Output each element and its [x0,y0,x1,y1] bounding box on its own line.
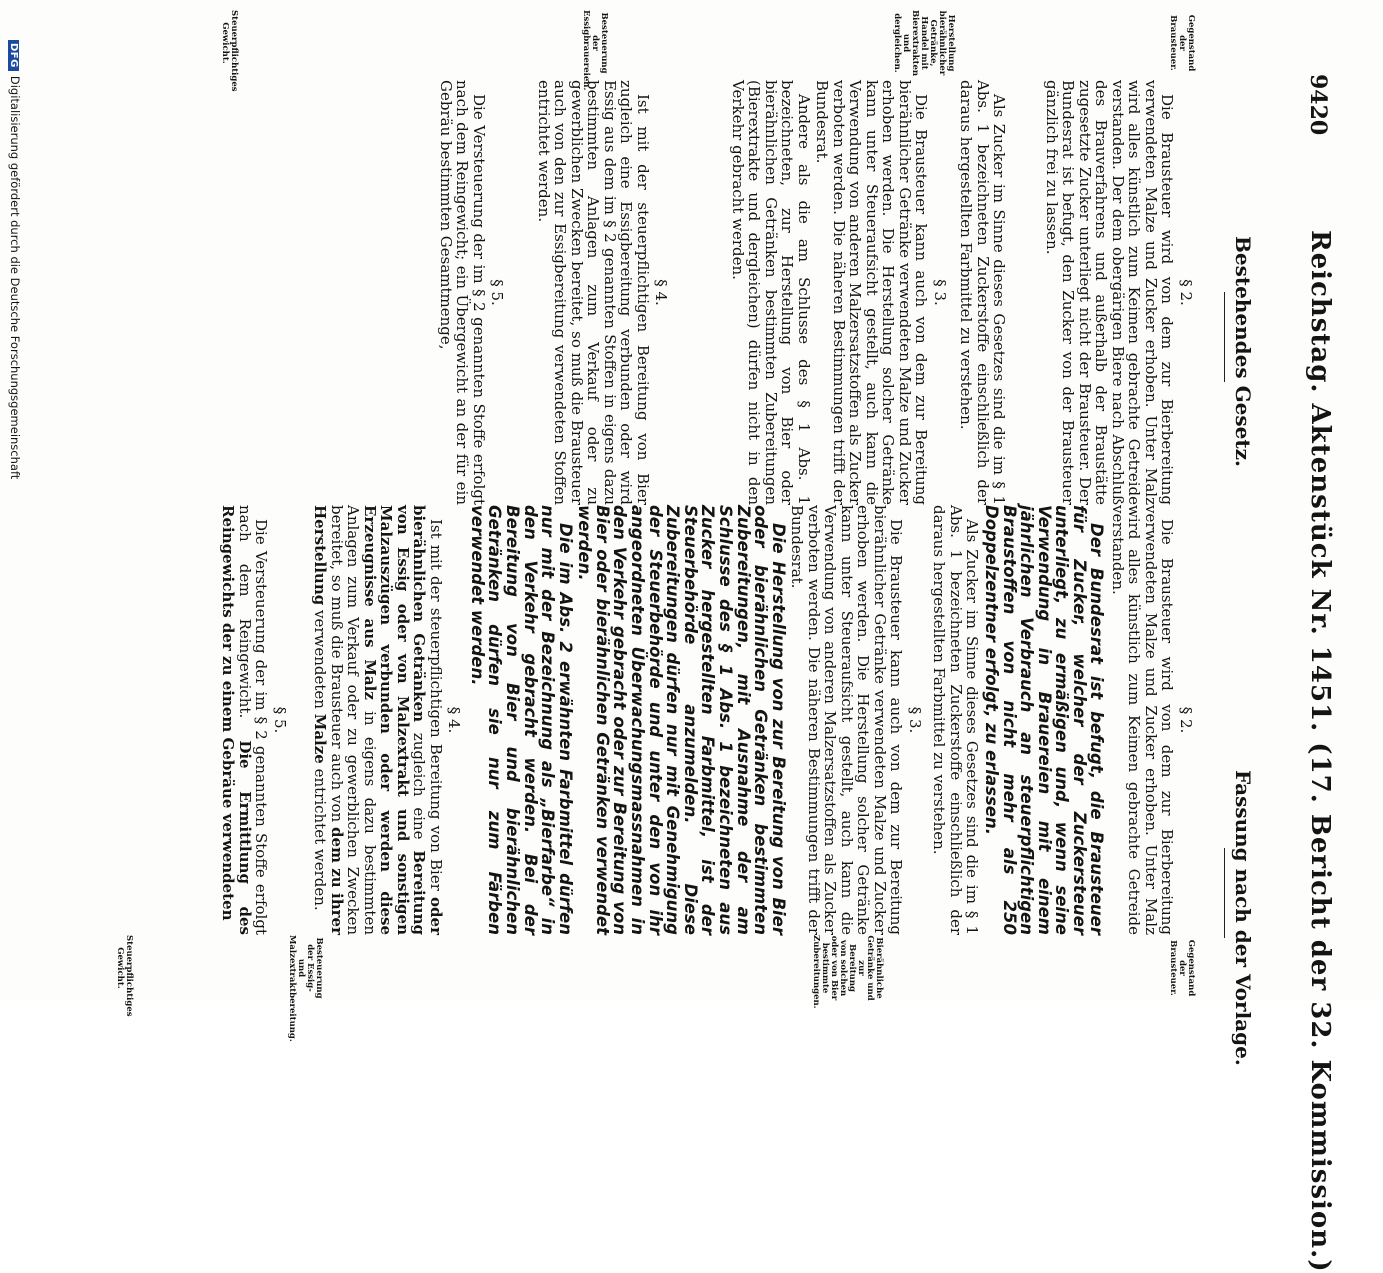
page-title: Reichstag. Aktenstück Nr. 1451. (17. Bericht der 32. Kommission.) [1305,230,1335,1273]
right-sec5-label: § 5. [270,706,289,734]
right-column [218,505,1198,935]
right-sec4-c: zugleich eine [410,721,429,851]
left-sec2-label: § 2. [1177,279,1195,306]
left-column-heading: Bestehendes Gesetz. [1231,236,1255,467]
right-sec4-a: Ist mit der steuerpflichtigen Bereitung von Bier [426,519,445,898]
heading-rule-right [1224,848,1225,938]
right-margin-sec3: Bierähnliche Getränke und zur Bereitung von solchen oder von Bier bestimmte Zubereitungen. [811,935,884,1009]
right-sec5-a: Die Versteuerung der im § 2 genannten Stoffe erfolgt nach dem Reingewicht. [235,505,271,935]
left-sec3-p2: Andere als die am Schlusse des § 1 Abs. 1 bezeichneten, zur Herstellung von Bier oder bierähnlichen Getränken bestimmten Zubereitungen (Bierextrakte und dergleichen) dürfen nicht in den Verkehr gebracht werden. [729,80,813,505]
left-sec4-label: § 4. [652,279,671,306]
left-sec5-label: § 5. [488,279,507,306]
right-sec3-p2: Die Herstellung von zur Bereitung von Bier oder bierähnlichen Getränken bestimmten Zubereitungen, mit Ausnahme der am Schlusse des § 1 Abs. 1 bezeichneten aus Zucker hergestellten Farbmittel, ist der Steuerbehörde anzumelden. Diese Zubereitungen dürfen nur mit Genehmigung der Steuerbehörde und unter den von ihr angeordneten Überwachungsmassnahmen in den Verkehr gebracht oder zur Bereitung von Bier oder bierähnlichen Getränken verwendet werden. [575,505,788,935]
left-sec4-text: Ist mit der steuerpflichtigen Bereitung von Bier zugleich eine Essigbereitung verbunden oder wird Essig aus dem im § 2 genannten Stoffen in eigens dazu bestimmten Anlagen zum Verkauf oder zu gewerblichen Zwecken bereitet, so muß die Brausteuer auch von den zur Essigbereitung verwendeten Stoffen entrichtet werden. [535,80,652,505]
right-sec5-text [220,505,270,935]
right-margin-sec2: Gegenstand der Brausteuer. [1168,939,1196,997]
right-sec4-f: dem zu ihrer Herstellung [311,505,346,935]
right-sec2-bold: Der Bundesrat ist befugt, die Brausteuer für Zucker, welcher der Zuckersteuer unterliegt, zu ermäßigen und, wenn seine Verwendung in Brauereien mit einem jährlichen Verbrauch an steuerpflichtigen Braustoffen von nicht mehr als 250 Doppelzentner erfolgt, zu erlassen. [981,505,1107,935]
right-sec2-extra: Als Zucker im Sinne dieses Gesetzes sind die im § 1 Abs. 1 bezeichneten Zuckerstoffe einschließlich der daraus hergestellten Farbmittel zu verstehen. [930,505,982,935]
right-sec3-p1: Die Brausteuer kann auch von dem zur Bereitung bierähnlicher Getränke verwendeten Malze und Zucker erhoben werden. Die Herstellung solcher Getränke kann unter Steueraufsicht gestellt, auch kann die Verwendung von anderen Malzersatzstoffen als Zucker verboten werden. Die näheren Bestimmungen trifft der Bundesrat. [788,505,906,935]
dfg-logo: DFG [8,40,19,71]
right-sec4-e: in eigens dazu bestimmten Anlagen zum Verkauf oder zu gewerblichen Zwecken bereitet, so muß die Brausteuer auch von [327,505,379,935]
right-sec3-bold-block [468,505,787,935]
right-sec3-label: § 3. [905,706,924,734]
left-sec5-text: Die Versteuerung der im § 2 genannten Stoffe erfolgt nach dem Reingewicht; ein Übergewicht an der für ein Gebräu bestimmten Gesamtmenge, [437,80,488,505]
right-sec4-b: oder bierähnlichen Getränken [410,505,445,935]
left-margin-sec2: Gegenstand der Brausteuer. [1168,14,1196,72]
left-margin-sec3: Herstellung bierähnlicher Getränke, Handel mit Bierextrakten und dergleichen. [892,10,956,77]
right-sec2-text: Die Brausteuer wird von dem zur Bierbereitung verwendeten Malze und Zucker erhoben. Unter Malz wird alles künstlich zum Keimen gebrachte Getreide verstanden. [1109,505,1177,935]
page-number: 9420 [1305,74,1331,136]
right-sec4-h: Malze [311,713,330,764]
right-margin-sec5: Steuerpflichtiges Gewicht. [115,935,134,1017]
left-column [436,80,1199,505]
right-margin-sec4: Besteuerung der Essig- und Malzextraktbereitung. [287,935,324,1042]
right-sec4-d: Bereitung von Essig oder von Malzextrakt und sonstigen Malzauszügen verbunden oder werden diese Erzeugnisse aus Malz [360,505,429,935]
right-sec2-bold-block [982,505,1105,935]
left-sec3-p1: Die Brausteuer kann auch von dem zur Bereitung bierähnlicher Getränke verwendeten Malze und Zucker erhoben werden. Die Herstellung solcher Getränke kann unter Steueraufsicht gestellt, auch kann die Verwendung von anderen Malzersatzstoffen als Zucker verboten werden. Die näheren Bestimmungen trifft der Bundesrat. [813,80,931,505]
left-sec2-text: Die Brausteuer wird von dem zur Bierbereitung verwendeten Malze und Zucker erhoben. Unter Malz wird alles künstlich zum Keimen gebrachte Getreide verstanden. Der dem obergärigen Biere nach Abschluß des Brauverfahrens und außerhalb der Braustätte zugesetzte Zucker unterliegt nicht der Brausteuer. Der Bundesrat ist befugt, den Zucker von der Brausteuer gänzlich frei zu lassen. [1043,80,1177,505]
right-sec4-label: § 4. [445,706,464,734]
footer-credit [8,40,22,479]
heading-rule-left [1224,292,1225,382]
left-margin-sec4: Besteuerung der Essigbrauereien. [581,10,609,91]
right-sec2-label: § 2. [1177,706,1195,734]
right-column-heading: Fassung nach der Vorlage. [1231,770,1255,1066]
footer-text: Digitalisierung gefördert durch die Deutsche Forschungsgemeinschaft [8,75,22,480]
left-sec2-extra: Als Zucker im Sinne dieses Gesetzes sind die im § 1 Abs. 1 bezeichneten Zuckerstoffe einschließlich der daraus hergestellten Farbmittel zu verstehen. [957,80,1009,505]
right-sec3-p3: Die im Abs. 2 erwähnten Farbmittel dürfen nur mit der Bezeichnung als „Bierfarbe“ in den Verkehr gebracht werden. Bei der Bereitung von Bier und bierähnlichen Getränken dürfen sie nur zum Färben verwendet werden. [467,505,575,935]
left-sec3-label: § 3. [931,279,949,306]
right-sec5-b: Die Ermittlung des Reingewichts der zu einem Gebräue verwendeten [219,505,254,935]
right-sec4-g: verwendeten [311,605,330,714]
right-sec4-text [312,505,444,935]
left-margin-sec5: Steuerpflichtiges Gewicht. [220,10,239,92]
right-sec4-i: entrichtet werden. [311,763,330,911]
